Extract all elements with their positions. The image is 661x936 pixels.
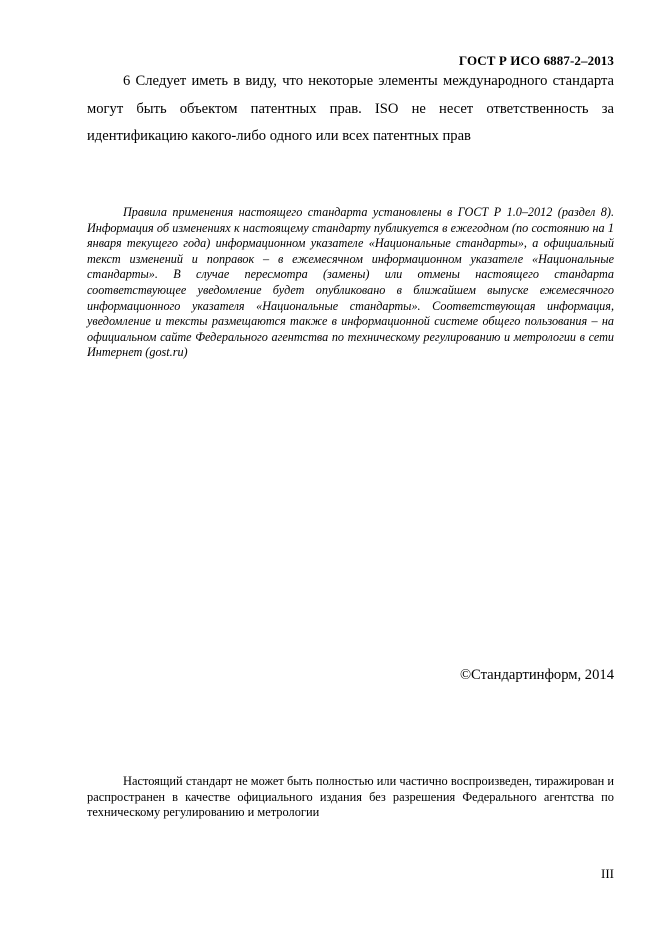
reproduction-restriction-notice: Настоящий стандарт не может быть полностью или частично воспроизведен, тиражирован и распространен в качестве официального издания без разрешения Федерального агентства по техническому регулированию и метрологии — [87, 774, 614, 820]
patent-rights-paragraph: 6 Следует иметь в виду, что некоторые элементы международного стандарта могут быть объектом патентных прав. ISO не несет ответственность за идентификацию какого-либо одного или всех патентных прав — [87, 73, 614, 144]
copyright-line: ©Стандартинформ, 2014 — [459, 667, 614, 683]
rules-of-application-notice: Правила применения настоящего стандарта установлены в ГОСТ Р 1.0–2012 (раздел 8). Информация об изменениях к настоящему стандарту публикуется в ежегодном (по состоянию на 1 января текущего года) информационном указателе «Национальные стандарты», а официальный текст изменений и поправок – в ежемесячном информационном указателе «Национальные стандарты». В случае пересмотра (замены) или отмены настоящего стандарта соответствующее уведомление будет опубликовано в ближайшем выпуске ежемесячного информационного указателя «Национальные стандарты». Соответствующая информация, уведомление и тексты размещаются также в информационной системе общего пользования – на официальном сайте Федерального агентства по техническому регулированию и метрологии в сети Интернет (gost.ru) — [87, 205, 614, 360]
page-number: III — [601, 866, 614, 881]
document-code: ГОСТ Р ИСО 6887-2–2013 — [458, 53, 614, 68]
